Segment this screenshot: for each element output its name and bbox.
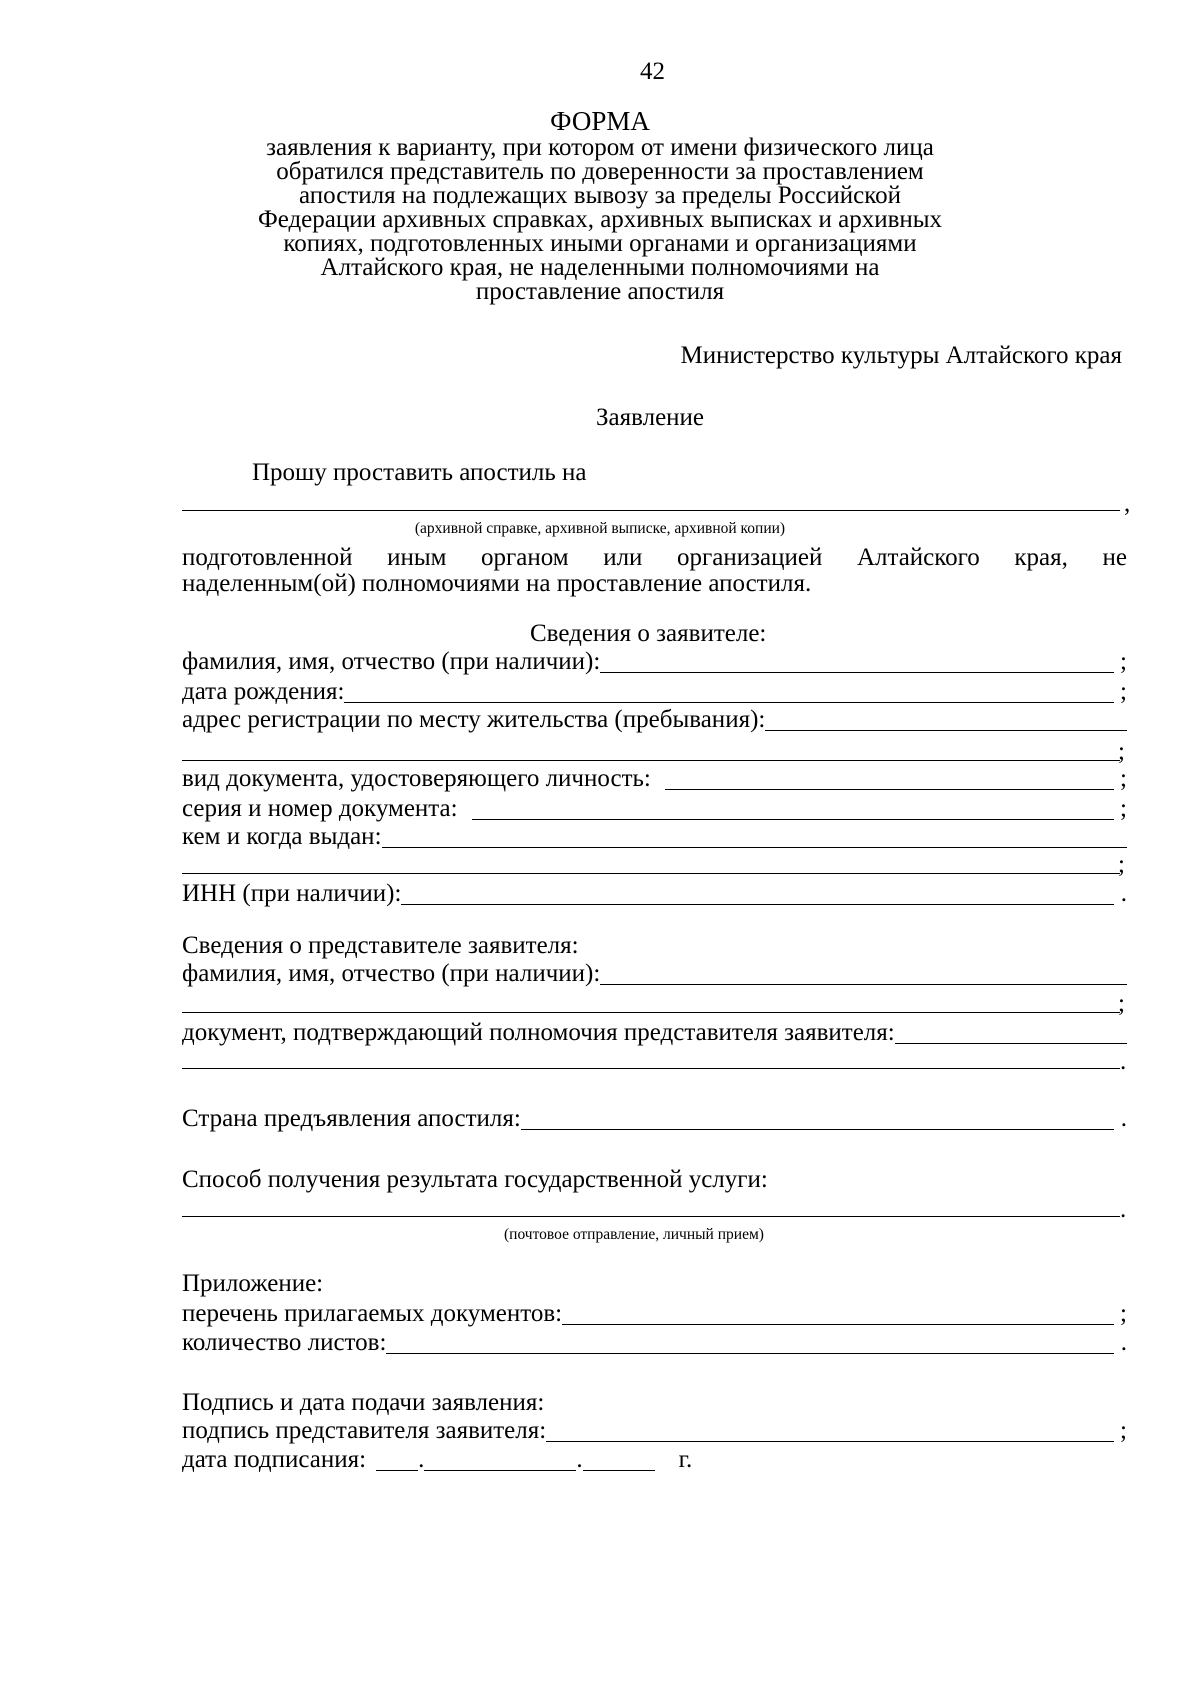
issued-by-blank-2[interactable] [182,873,1120,874]
representative-heading: Сведения о представителе заявителя: [182,932,579,959]
doc-series-number-label: серия и номер документа: [182,795,458,822]
subtitle-line: Федерации архивных справках, архивных выписках и архивных [257,206,943,233]
request-object-blank[interactable] [182,510,1120,511]
rep-full-name-label: фамилия, имя, отчество (при наличии): [182,960,601,987]
id-doc-type-blank[interactable] [665,789,1114,790]
request-word: подготовленной [182,544,353,571]
birth-date-field[interactable] [182,678,1127,706]
request-hint: (архивной справке, архивной выписке, архивной копии) [414,520,786,537]
rep-full-name-field[interactable] [182,960,1127,988]
request-word: или [603,544,643,571]
semicolon-mark: ; [1120,678,1127,705]
addressee: Министерство культуры Алтайского края [680,342,1122,369]
semicolon-mark: ; [1118,990,1125,1017]
request-word: иным [387,544,447,571]
request-intro: Прошу проставить апостиль на [252,459,587,486]
delivery-blank[interactable] [182,1216,1120,1217]
country-field[interactable] [182,1105,1127,1133]
form-title: ФОРМА [550,106,650,136]
applicant-full-name-label: фамилия, имя, отчество (при наличии): [182,648,601,675]
inn-field[interactable] [182,880,1127,908]
semicolon-mark: ; [1118,738,1125,765]
date-year-blank[interactable] [583,1470,655,1471]
semicolon-mark: ; [1120,648,1127,675]
rep-full-name-blank[interactable] [600,984,1127,985]
period-mark: . [1120,1329,1127,1356]
subtitle-line: апостиля на подлежащих вывозу за пределы Российской [298,182,902,209]
inn-label: ИНН (при наличии): [182,880,402,907]
attachments-list-blank[interactable] [562,1324,1114,1325]
request-line-1 [182,544,1127,572]
page-number: 42 [640,58,665,85]
address-blank[interactable] [765,730,1127,731]
rep-signature-label: подпись представителя заявителя: [182,1417,547,1444]
delivery-label: Способ получения результата государственной услуги: [182,1166,768,1193]
issued-by-blank[interactable] [382,847,1127,848]
dot-mark: . [576,1446,583,1473]
doc-series-number-blank[interactable] [472,819,1114,820]
period-mark: . [1120,1048,1127,1075]
inn-blank[interactable] [401,904,1114,905]
delivery-hint: (почтовое отправление, личный прием) [504,1226,764,1243]
country-blank[interactable] [521,1129,1114,1130]
applicant-full-name-blank[interactable] [600,672,1114,673]
applicant-full-name-field[interactable] [182,648,1127,676]
request-word: организацией [677,544,823,571]
period-mark: . [1120,1105,1127,1132]
doc-series-number-field[interactable] [182,795,1127,823]
semicolon-mark: ; [1120,795,1127,822]
date-day-blank[interactable] [376,1470,418,1471]
subtitle-line: заявления к варианту, при котором от имени физического лица [266,134,934,161]
semicolon-mark: ; [1120,765,1127,792]
applicant-heading: Сведения о заявителе: [530,620,767,647]
address-field[interactable] [182,706,1127,734]
address-blank-2[interactable] [182,760,1120,761]
authority-doc-blank-2[interactable] [182,1068,1120,1069]
sheets-count-blank[interactable] [386,1353,1114,1354]
address-label: адрес регистрации по месту жительства (пребывания): [182,706,766,733]
signing-date-label: дата подписания: [182,1446,367,1473]
date-month-blank[interactable] [424,1470,576,1471]
country-label: Страна предъявления апостиля: [182,1105,521,1132]
request-word: края, [1014,544,1068,571]
request-word: не [1102,544,1127,571]
comma-mark: , [1124,490,1131,517]
request-word: органом [481,544,569,571]
issued-by-label: кем и когда выдан: [182,823,382,850]
attachments-list-label: перечень прилагаемых документов: [182,1300,563,1327]
period-mark: . [1120,880,1127,907]
rep-signature-field[interactable] [182,1417,1127,1445]
dot-mark: . [418,1446,425,1473]
attachments-list-field[interactable] [182,1300,1127,1328]
request-word: Алтайского [856,544,980,571]
subtitle-line: обратился представитель по доверенности за проставлением [276,158,924,185]
sheets-count-label: количество листов: [182,1329,387,1356]
signing-date-field[interactable] [182,1446,692,1474]
period-mark: . [1120,1196,1127,1223]
semicolon-mark: ; [1118,851,1125,878]
semicolon-mark: ; [1120,1300,1127,1327]
subtitle-line: копиях, подготовленных иными органами и организациями [283,230,917,257]
sheets-count-field[interactable] [182,1329,1127,1357]
authority-doc-blank[interactable] [895,1043,1127,1044]
subtitle-line: проставление апостиля [475,278,725,305]
signature-heading: Подпись и дата подачи заявления: [182,1389,545,1416]
year-suffix: г. [678,1446,693,1473]
subtitle-line: Алтайского края, не наделенными полномочиями на [320,254,880,281]
form-subtitle [0,136,1200,304]
semicolon-mark: ; [1120,1417,1127,1444]
id-doc-type-field[interactable] [182,765,1127,793]
id-doc-type-label: вид документа, удостоверяющего личность: [182,765,651,792]
request-line-2: наделенным(ой) полномочиями на проставление апостиля. [182,570,812,597]
authority-doc-field[interactable] [182,1019,1127,1047]
birth-date-blank[interactable] [344,702,1114,703]
rep-signature-blank[interactable] [546,1441,1114,1442]
attachments-heading: Приложение: [182,1270,324,1297]
birth-date-label: дата рождения: [182,678,345,705]
statement-title: Заявление [596,404,705,431]
authority-doc-label: документ, подтверждающий полномочия представителя заявителя: [182,1019,895,1046]
issued-by-field[interactable] [182,823,1127,851]
rep-full-name-blank-2[interactable] [182,1012,1120,1013]
